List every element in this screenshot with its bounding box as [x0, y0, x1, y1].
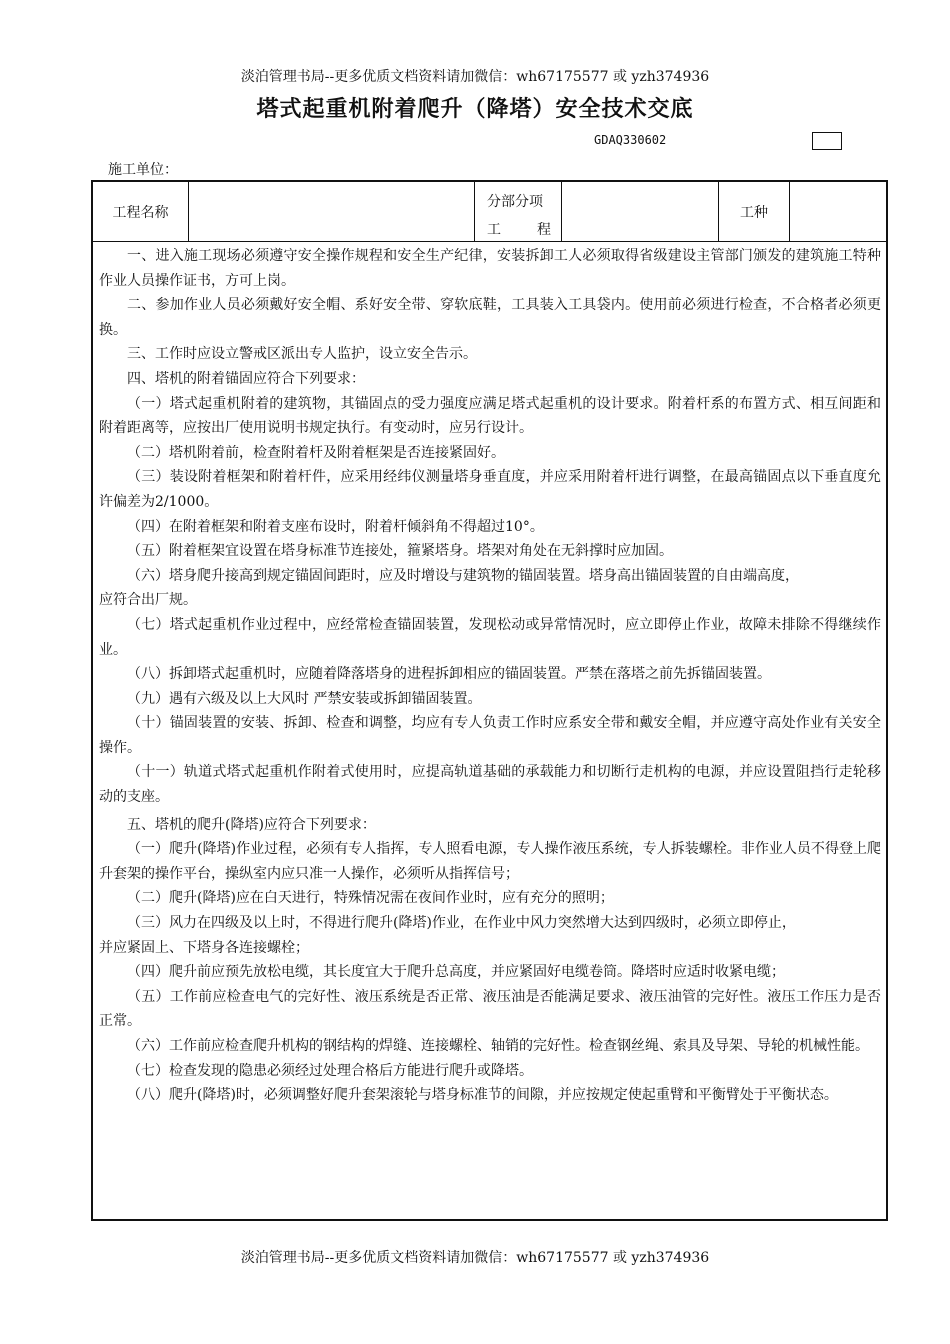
clause-paragraph: （一）塔式起重机附着的建筑物，其锚固点的受力强度应满足塔式起重机的设计要求。附着杆系的布置方式、相互间距和附着距离等，应按出厂使用说明书规定执行。有变动时，应另行设计。 — [99, 395, 881, 437]
clause-paragraph: 五、塔机的爬升(降塔)应符合下列要求： — [127, 816, 376, 833]
clause-paragraph: 二、参加作业人员必须戴好安全帽、系好安全带、穿软底鞋，工具装入工具袋内。使用前必须进行检查，不合格者必须更换。 — [99, 297, 881, 338]
clause-paragraph: （一）爬升(降塔)作业过程，必须有专人指挥，专人照看电源，专人操作液压系统，专人拆装螺栓。非作业人员不得登上爬升套架的操作平台，操纵室内应只准一人操作，必须听从指挥信号； — [99, 841, 881, 882]
table-header-row — [93, 182, 886, 242]
clause-paragraph: （二）塔机附着前，检查附着杆及附着框架是否连接紧固好。 — [127, 444, 505, 461]
code-box — [812, 132, 842, 150]
clause-paragraph: 三、工作时应设立警戒区派出专人监护，设立安全告示。 — [127, 346, 477, 363]
clause-paragraph: （八）爬升(降塔)时，必须调整好爬升套架滚轮与塔身标准节的间隙，并应按规定使起重臂和平衡臂处于平衡状态。 — [127, 1087, 838, 1104]
clause-paragraph: （五）附着框架宜设置在塔身标准节连接处，箍紧塔身。塔架对角处在无斜撑时应加固。 — [127, 543, 673, 560]
clause-paragraph: （七）检查发现的隐患必须经过处理合格后方能进行爬升或降塔。 — [127, 1062, 533, 1079]
project-name-value[interactable] — [189, 182, 475, 241]
project-name-label: 工程名称 — [93, 182, 189, 241]
disclosure-content — [99, 244, 881, 1108]
sub-project-label — [475, 182, 562, 241]
sub-project-label-line2: 工程 — [487, 222, 551, 238]
sub-project-value[interactable] — [562, 182, 719, 241]
clause-paragraph: （七）塔式起重机作业过程中，应经常检查锚固装置，发现松动或异常情况时，应立即停止作业，故障未排除不得继续作业。 — [99, 616, 881, 658]
clause-paragraph: （十）锚固装置的安装、拆卸、检查和调整，均应有专人负责工作时应系安全带和戴安全帽，并应遵守高处作业有关安全操作。 — [99, 715, 881, 756]
clause-paragraph: （十一）轨道式塔式起重机作附着式使用时，应提高轨道基础的承载能力和切断行走机构的电源，并应设置阻挡行走轮移动的支座。 — [99, 764, 881, 806]
clause-paragraph: （八）拆卸塔式起重机时，应随着降落塔身的进程拆卸相应的锚固装置。严禁在落塔之前先拆锚固装置。 — [127, 666, 771, 683]
clause-paragraph: （六）塔身爬升接高到规定锚固间距时，应及时增设与建筑物的锚固装置。塔身高出锚固装置的自由端高度， — [127, 567, 799, 584]
clause-paragraph: （二）爬升(降塔)应在白天进行，特殊情况需在夜间作业时，应有充分的照明； — [127, 890, 614, 907]
header-note: 淡泊管理书局--更多优质文档资料请加微信：wh67175577 或 yzh374936 — [240, 69, 710, 85]
trade-value[interactable] — [790, 182, 886, 241]
sub-project-label-line1: 分部分项 — [487, 194, 543, 210]
clause-paragraph: 应符合出厂规。 — [99, 592, 197, 609]
trade-label: 工种 — [719, 182, 790, 241]
clause-paragraph: 并应紧固上、下塔身各连接螺栓； — [99, 939, 309, 956]
document-code: GDAQ330602 — [594, 133, 667, 147]
clause-paragraph: 一、进入施工现场必须遵守安全操作规程和安全生产纪律，安装拆卸工人必须取得省级建设主管部门颁发的建筑施工特种作业人员操作证书，方可上岗。 — [99, 248, 881, 289]
clause-paragraph: 四、塔机的附着锚固应符合下列要求： — [127, 370, 365, 387]
construction-unit-label: 施工单位： — [108, 162, 178, 178]
footer-note: 淡泊管理书局--更多优质文档资料请加微信：wh67175577 或 yzh374936 — [240, 1250, 710, 1266]
disclosure-table — [91, 180, 888, 1221]
page-title: 塔式起重机附着爬升（降塔）安全技术交底 — [256, 97, 694, 122]
clause-paragraph: （四）在附着框架和附着支座布设时，附着杆倾斜角不得超过10°。 — [127, 518, 544, 535]
clause-paragraph: （三）装设附着框架和附着杆件，应采用经纬仪测量塔身垂直度，并应采用附着杆进行调整，在最高锚固点以下垂直度允许偏差为2/1000。 — [99, 469, 881, 510]
clause-paragraph: （五）工作前应检查电气的完好性、液压系统是否正常、液压油是否能满足要求、液压油管的完好性。液压工作压力是否正常。 — [99, 988, 881, 1030]
clause-paragraph: （三）风力在四级及以上时，不得进行爬升(降塔)作业，在作业中风力突然增大达到四级时，必须立即停止， — [127, 915, 796, 932]
clause-paragraph: （四）爬升前应预先放松电缆，其长度宜大于爬升总高度，并应紧固好电缆卷筒。降塔时应适时收紧电缆； — [127, 964, 785, 981]
clause-paragraph: （九）遇有六级及以上大风时 严禁安装或拆卸锚固装置。 — [127, 690, 482, 707]
clause-paragraph: （六）工作前应检查爬升机构的钢结构的焊缝、连接螺栓、轴销的完好性。检查钢丝绳、索具及导架、导轮的机械性能。 — [127, 1038, 869, 1054]
